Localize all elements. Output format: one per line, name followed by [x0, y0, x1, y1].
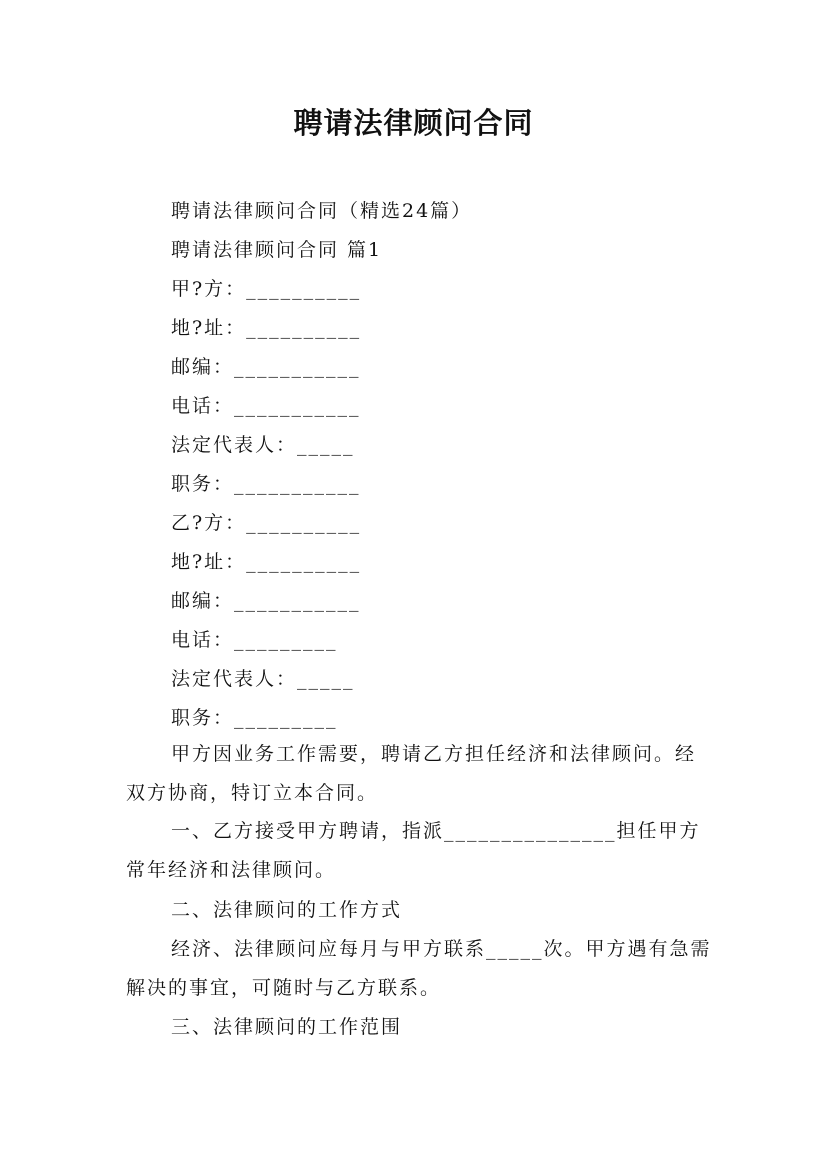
party-b-legal-rep-field: 法定代表人：_____	[171, 668, 355, 690]
paragraph: 三、法律顾问的工作范围	[171, 1016, 403, 1038]
party-b-address-field: 地?址：__________	[171, 551, 362, 573]
document-title: 聘请法律顾问合同	[293, 106, 534, 140]
party-a-field: 甲?方：__________	[171, 278, 362, 300]
party-b-position-field: 职务：_________	[171, 707, 338, 729]
paragraph: 二、法律顾问的工作方式	[171, 899, 403, 921]
party-a-legal-rep-field: 法定代表人：_____	[171, 434, 355, 456]
section-heading: 聘请法律顾问合同 篇1	[171, 239, 383, 261]
party-a-position-field: 职务：___________	[171, 473, 361, 495]
party-a-postcode-field: 邮编：___________	[171, 356, 361, 378]
party-a-phone-field: 电话：___________	[171, 395, 361, 417]
party-b-phone-field: 电话：_________	[171, 629, 338, 651]
paragraph: 一、乙方接受甲方聘请，指派_______________担任甲方常年经济和法律顾问。	[126, 820, 701, 881]
paragraph: 甲方因业务工作需要，聘请乙方担任经济和法律顾问。经双方协商，特订立本合同。	[126, 743, 697, 804]
subtitle: 聘请法律顾问合同（精选24篇）	[171, 200, 473, 222]
party-b-field: 乙?方：__________	[171, 512, 362, 534]
party-b-postcode-field: 邮编：___________	[171, 590, 361, 612]
party-a-address-field: 地?址：__________	[171, 317, 362, 339]
paragraph: 经济、法律顾问应每月与甲方联系_____次。甲方遇有急需解决的事宜，可随时与乙方联系。	[126, 938, 712, 999]
